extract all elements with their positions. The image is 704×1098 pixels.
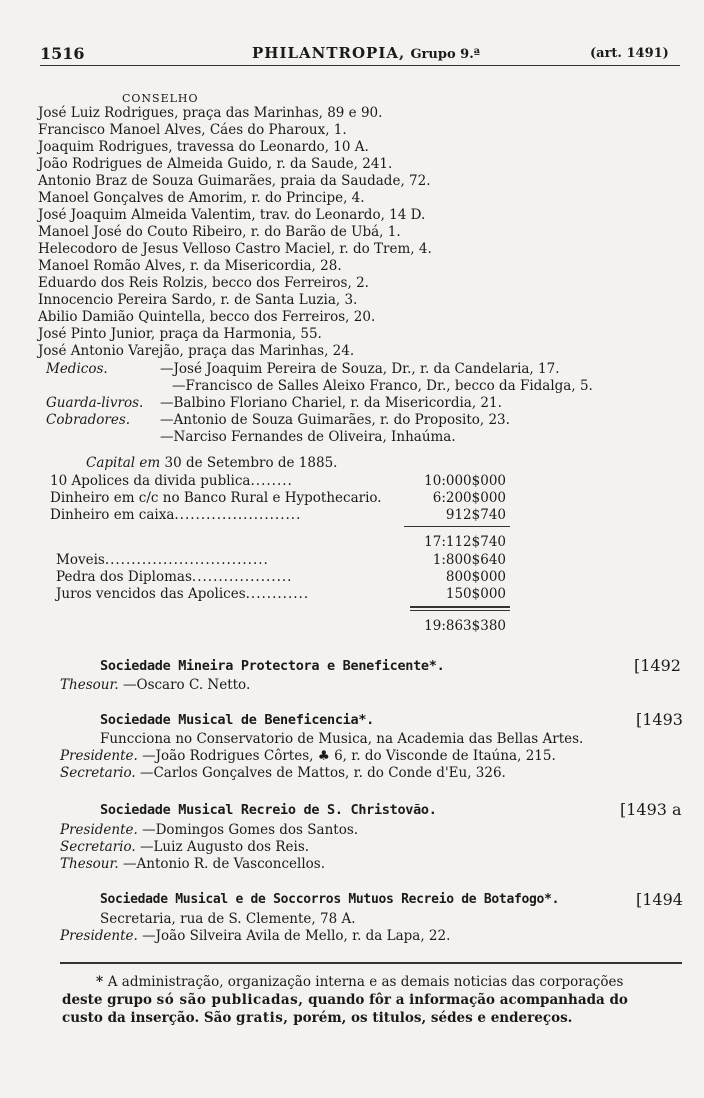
footnote-emphasis: só são publicadas, (156, 992, 304, 1008)
running-title (252, 44, 480, 62)
role-label: Secretario. (60, 839, 136, 855)
conselho-member: José Joaquim Almeida Valentim, trav. do Leonardo, 14 D. (38, 207, 426, 223)
guarda-livros-label: Guarda-livros. (46, 395, 144, 411)
entry-title: Sociedade Musical de Beneficencia*. (100, 712, 374, 728)
entry-number: [1492 (634, 656, 681, 675)
footnote-rule (60, 962, 682, 964)
capital-row-label: Dinheiro em caixa........................ (50, 507, 302, 523)
total-rule-2 (410, 610, 510, 611)
role-person: —Luiz Augusto dos Reis. (139, 839, 310, 855)
conselho-member: Joaquim Rodrigues, travessa do Leonardo, 10 A. (38, 139, 369, 155)
entry-role-line (60, 765, 506, 782)
cobrador-1: —Antonio de Souza Guimarães, r. do Proposito, 23. (160, 412, 510, 428)
capital-row-value: 10:000$000 (424, 473, 506, 489)
role-label: Thesour. (60, 677, 119, 693)
role-person: —Domingos Gomes dos Santos. (142, 822, 359, 838)
capital-heading-date: 30 de Setembro de 1885. (164, 455, 338, 471)
capital-row-label: Dinheiro em c/c no Banco Rural e Hypothecario. (50, 490, 382, 506)
conselho-member: Francisco Manoel Alves, Cáes do Pharoux, 1. (38, 122, 347, 138)
header-rule (40, 65, 680, 66)
capital-row-value: 912$740 (445, 507, 506, 523)
entry-role-line (60, 677, 250, 694)
medico-2: —Francisco de Salles Aleixo Franco, Dr., becco da Fidalga, 5. (172, 378, 593, 394)
page-number: 1516 (40, 44, 85, 63)
role-person: —João Rodrigues Côrtes, ♣ 6, r. do Visconde de Itaúna, 215. (142, 748, 556, 764)
footnote-text: custo da inserção. São (62, 1010, 232, 1026)
entry-number: [1494 (636, 890, 683, 909)
entry-note: Secretaria, rua de S. Clemente, 78 A. (100, 911, 356, 927)
footnote-text: deste grupo (62, 992, 152, 1008)
role-label: Thesour. (60, 856, 119, 872)
conselho-member: Abilio Damião Quintella, becco dos Ferreiros, 20. (38, 309, 376, 325)
medicos-label: Medicos. (46, 361, 108, 377)
capital-row-label: 10 Apolices da divida publica........ (50, 473, 293, 489)
role-label: Presidente. (60, 928, 138, 944)
conselho-member: Manoel Gonçalves de Amorim, r. do Principe, 4. (38, 190, 365, 206)
capital-heading (86, 455, 337, 472)
capital-total: 19:863$380 (424, 618, 506, 634)
conselho-member: Eduardo dos Reis Rolzis, becco dos Ferreiros, 2. (38, 275, 369, 291)
capital-row-label: Moveis............................... (56, 552, 269, 568)
conselho-list (38, 105, 432, 360)
capital-heading-prefix: Capital em (86, 455, 161, 471)
entry-role-line (60, 839, 309, 856)
footnote-emphasis: gratis, (236, 1010, 289, 1026)
role-label: Presidente. (60, 748, 138, 764)
article-range: (art. 1491) (590, 46, 669, 61)
capital-row-value: 150$000 (445, 586, 506, 602)
capital-row-value: 6:200$000 (432, 490, 506, 506)
running-title-group: Grupo 9.ª (410, 47, 481, 62)
entry-number: [1493 a (620, 800, 682, 819)
footnote-line-1 (96, 973, 623, 991)
entry-number: [1493 (636, 710, 683, 729)
conselho-member: João Rodrigues de Almeida Guido, r. da Saude, 241. (38, 156, 393, 172)
entry-title: Sociedade Musical e de Soccorros Mutuos Recreio de Botafogo*. (100, 892, 560, 907)
footnote-star: * (96, 974, 104, 990)
conselho-member: Manoel Romão Alves, r. da Misericordia, 28. (38, 258, 342, 274)
entry-title: Sociedade Musical Recreio de S. Christovão. (100, 802, 437, 818)
footnote-text: porém, os titulos, sédes e endereços. (293, 1010, 573, 1026)
conselho-member: Antonio Braz de Souza Guimarães, praia da Saudade, 72. (38, 173, 431, 189)
running-title-text: PHILANTROPIA, (252, 44, 406, 62)
subtotal-rule (404, 526, 510, 527)
cobrador-2: —Narciso Fernandes de Oliveira, Inhaúma. (160, 429, 456, 445)
role-person: —Oscaro C. Netto. (123, 677, 251, 693)
footnote-text: quando fôr a informação acompanhada do (308, 992, 628, 1008)
role-label: Presidente. (60, 822, 138, 838)
entry-role-line (60, 748, 556, 765)
capital-row-value: 1:800$640 (432, 552, 506, 568)
conselho-member: José Pinto Junior, praça da Harmonia, 55. (38, 326, 322, 342)
conselho-heading: CONSELHO (122, 92, 199, 105)
role-person: —João Silveira Avila de Mello, r. da Lapa, 22. (142, 928, 451, 944)
role-label: Secretario. (60, 765, 136, 781)
entry-role-line (60, 928, 450, 945)
conselho-member: Helecodoro de Jesus Velloso Castro Maciel, r. do Trem, 4. (38, 241, 432, 257)
cobradores-label: Cobradores. (46, 412, 131, 428)
footnote-line-2 (62, 991, 628, 1009)
role-person: —Carlos Gonçalves de Mattos, r. do Conde d'Eu, 326. (139, 765, 506, 781)
total-rule-1 (410, 606, 510, 608)
entry-title: Sociedade Mineira Protectora e Beneficente*. (100, 658, 445, 674)
capital-row-label: Juros vencidos das Apolices............ (56, 586, 310, 602)
footnote-line-3 (62, 1009, 572, 1027)
entry-role-line (60, 856, 325, 873)
capital-row-label: Pedra dos Diplomas................... (56, 569, 293, 585)
medico-1: —José Joaquim Pereira de Souza, Dr., r. da Candelaria, 17. (160, 361, 560, 377)
conselho-member: Innocencio Pereira Sardo, r. de Santa Luzia, 3. (38, 292, 358, 308)
guarda-livros-1: —Balbino Floriano Chariel, r. da Misericordia, 21. (160, 395, 502, 411)
footnote-text: A administração, organização interna e as demais noticias das corporações (107, 974, 624, 990)
capital-subtotal: 17:112$740 (424, 534, 506, 550)
conselho-member: Manoel José do Couto Ribeiro, r. do Barão de Ubá, 1. (38, 224, 401, 240)
capital-row-value: 800$000 (445, 569, 506, 585)
entry-note: Funcciona no Conservatorio de Musica, na Academia das Bellas Artes. (100, 731, 584, 747)
entry-role-line (60, 822, 358, 839)
conselho-member: José Antonio Varejão, praça das Marinhas, 24. (38, 343, 355, 359)
role-person: —Antonio R. de Vasconcellos. (123, 856, 325, 872)
conselho-member: José Luiz Rodrigues, praça das Marinhas, 89 e 90. (38, 105, 383, 121)
